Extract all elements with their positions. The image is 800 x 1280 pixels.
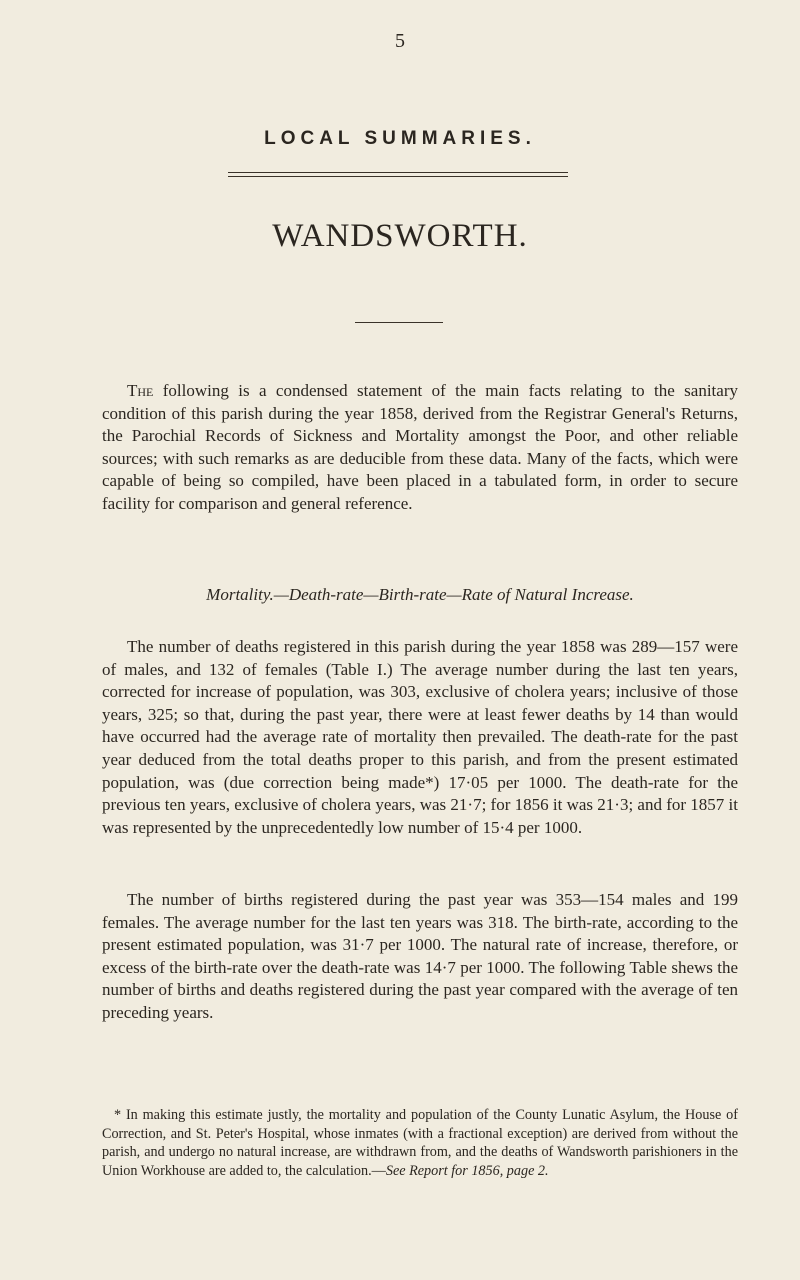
intro-paragraph (102, 380, 738, 516)
double-rule-divider (228, 172, 568, 177)
short-rule-divider (355, 322, 443, 323)
section-heading: LOCAL SUMMARIES. (264, 128, 536, 149)
births-paragraph: The number of births registered during the past year was 353—154 males and 199 females. The average number for the last ten years was 318. The birth-rate, according to the present estimated population, was 31·7 per 1000. The natural rate of increase, therefore, or excess of the birth-rate over the death-rate was 14·7 per 1000. The following Table shews the number of births and deaths registered during the past year compared with the average of ten preceding years. (102, 890, 738, 1022)
footnote-text: * In making this estimate justly, the mortality and population of the County Lunatic Asylum, the House of Correction, and St. Peter's Hospital, whose inmates (with a fractional exception) are derived from without the parish, and undergo no natural increase, are withdrawn from, and the deaths of Wandsworth parishioners in the Union Workhouse are added to, the calculation.— (102, 1107, 738, 1179)
parish-title: WANDSWORTH. (272, 218, 528, 254)
intro-text: following is a condensed statement of the main facts relating to the sanitary condition of this parish during the year 1858, derived from the Registrar General's Returns, the Parochial Records of Sickness and Mortality amongst the Poor, and other reliable sources; with such remarks as are deducible from these data. Many of the facts, which were capable of being so compiled, have been placed in a tabulated form, in order to secure facility for comparison and general reference. (102, 381, 738, 513)
mortality-subheading: Mortality.—Death-rate—Birth-rate—Rate of Natural Increase. (206, 585, 634, 604)
page-number: 5 (395, 30, 405, 52)
deaths-paragraph: The number of deaths registered in this parish during the year 1858 was 289—157 were of males, and 132 of females (Table I.) The average number during the last ten years, corrected for increase of population, was 303, exclusive of cholera years; inclusive of those years, 325; so that, during the past year, there were at least fewer deaths by 14 than would have occurred had the average rate of mortality then prevailed. The death-rate for the past year deduced from the total deaths proper to this parish, and from the present estimated population, was (due correction being made*) 17·05 per 1000. The death-rate for the previous ten years, exclusive of cholera years, was 21·7; for 1856 it was 21·3; and for 1857 it was represented by the unprecedentedly low number of 15·4 per 1000. (102, 637, 738, 837)
footnote-reference: See Report for 1856, page 2. (385, 1162, 549, 1179)
footnote (102, 1106, 738, 1180)
intro-lead-word: The (127, 381, 154, 400)
